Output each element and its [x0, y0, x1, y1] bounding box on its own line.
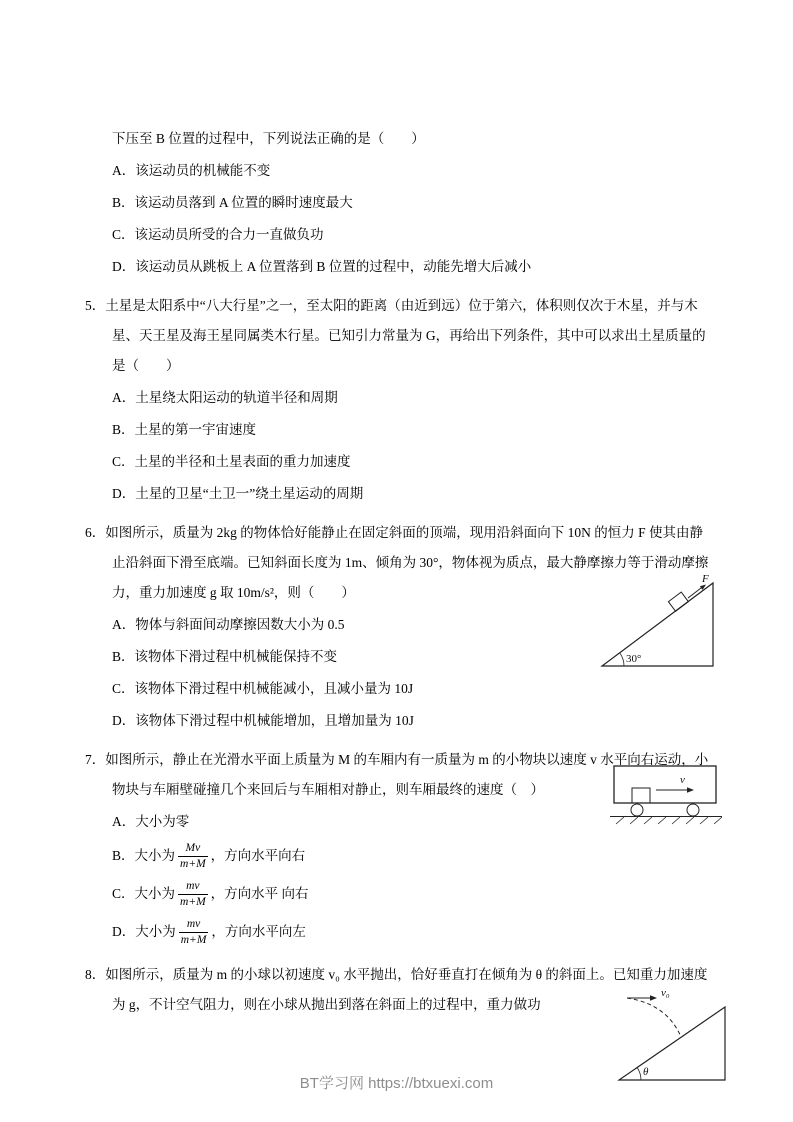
option-text-post: ，方向水平向左 [211, 924, 306, 939]
option-b [112, 837, 715, 875]
option-c: C．该物体下滑过程中机械能减小，且减小量为 10J [112, 681, 414, 696]
option-a: A．大小为零 [112, 814, 190, 829]
question-6 [85, 518, 715, 736]
force-label: F [702, 573, 709, 585]
option-b: B．土星的第一宇宙速度 [112, 422, 257, 437]
block [632, 788, 650, 803]
option-d: D．土星的卫星“土卫一”绕土星运动的周期 [112, 486, 364, 501]
trajectory-curve [627, 998, 681, 1037]
question-4-tail [85, 124, 715, 282]
incline-triangle [619, 1007, 725, 1080]
option-b: B．该物体下滑过程中机械能保持不变 [112, 649, 338, 664]
projectile-incline-figure [615, 984, 730, 1084]
fraction-denominator: m+M [180, 857, 206, 870]
fraction [178, 879, 208, 909]
footer-watermark: BT学习网 https://btxuexi.com [299, 1075, 494, 1092]
fraction-numerator: Mv [185, 842, 201, 855]
option-a: A．土星绕太阳运动的轨道半径和周期 [112, 390, 338, 405]
option-d: D．该运动员从跳板上 A 位置落到 B 位置的过程中，动能先增大后减小 [112, 259, 532, 274]
wheel-right [687, 804, 699, 816]
option-a: A．物体与斜面间动摩擦因数大小为 0.5 [112, 617, 345, 632]
fraction [179, 917, 209, 947]
option-text-pre: D．大小为 [112, 924, 176, 939]
ground-hatching [616, 817, 722, 824]
initial-velocity-arrowhead [650, 995, 657, 1001]
angle-label: θ [643, 1066, 649, 1078]
option-text-post: ，方向水平 向右 [210, 886, 309, 901]
option-a: A．该运动员的机械能不变 [112, 163, 271, 178]
fraction [178, 841, 208, 871]
option-d [112, 913, 715, 951]
question-8 [85, 960, 715, 1078]
velocity-arrowhead [687, 787, 694, 793]
fraction-denominator: m+M [180, 895, 206, 908]
question-5 [85, 291, 715, 509]
wheel-left [631, 804, 643, 816]
initial-velocity-label: v₀ [661, 987, 670, 999]
question-stem: 5．土星是太阳系中“八大行星”之一，至太阳的距离（由近到远）位于第六，体积则仅次于木星，并与木星、天王星及海王星同属类木行星。已知引力常量为 G，再给出下列条件，其中可以求出土星质量的是（ ） [85, 298, 706, 373]
fraction-denominator: m+M [180, 933, 207, 946]
cart-block-figure [610, 763, 722, 825]
question-7 [85, 745, 715, 951]
option-d: D．该物体下滑过程中机械能增加，且增加量为 10J [112, 713, 414, 728]
fraction-numerator: mv [186, 918, 201, 931]
question-stem: 7．如图所示，静止在光滑水平面上质量为 M 的车厢内有一质量为 m 的小物块以速度 v 水平向右运动，小物块与车厢壁碰撞几个来回后与车厢相对静止，则车厢最终的速度（ ） [85, 752, 709, 797]
option-text-pre: C．大小为 [112, 886, 176, 901]
angle-arc [620, 653, 624, 666]
incline-block-figure [600, 573, 715, 668]
cart-body [614, 766, 716, 803]
option-c [112, 875, 715, 913]
option-text-post: ，方向水平向右 [210, 848, 306, 863]
fraction-numerator: mv [186, 880, 200, 893]
option-c: C．该运动员所受的合力一直做负功 [112, 227, 324, 242]
question-stem: 6．如图所示，质量为 2kg 的物体恰好能静止在固定斜面的顶端，现用沿斜面向下 10N 的恒力 F 使其由静止沿斜面下滑至底端。已知斜面长度为 1m、倾角为 30°，物体视为质点，最大静摩擦力等于滑动摩擦力，重力加速度 g 取 10m/s²，则（ ） [85, 525, 709, 600]
option-b: B．该运动员落到 A 位置的瞬时速度最大 [112, 195, 353, 210]
angle-label: 30° [626, 653, 642, 665]
velocity-label: v [680, 774, 685, 786]
option-c: C．土星的半径和土星表面的重力加速度 [112, 454, 351, 469]
question-stem: 8．如图所示，质量为 m 的小球以初速度 v₀ 水平抛出，恰好垂直打在倾角为 θ 的斜面上。已知重力加速度为 g，不计空气阻力，则在小球从抛出到落在斜面上的过程中，重力做功 [85, 967, 708, 1012]
question-stem: 下压至 B 位置的过程中，下列说法正确的是（ ） [112, 131, 425, 146]
option-text-pre: B．大小为 [112, 848, 176, 863]
exam-page-content [85, 124, 715, 1078]
incline-triangle [602, 583, 713, 666]
